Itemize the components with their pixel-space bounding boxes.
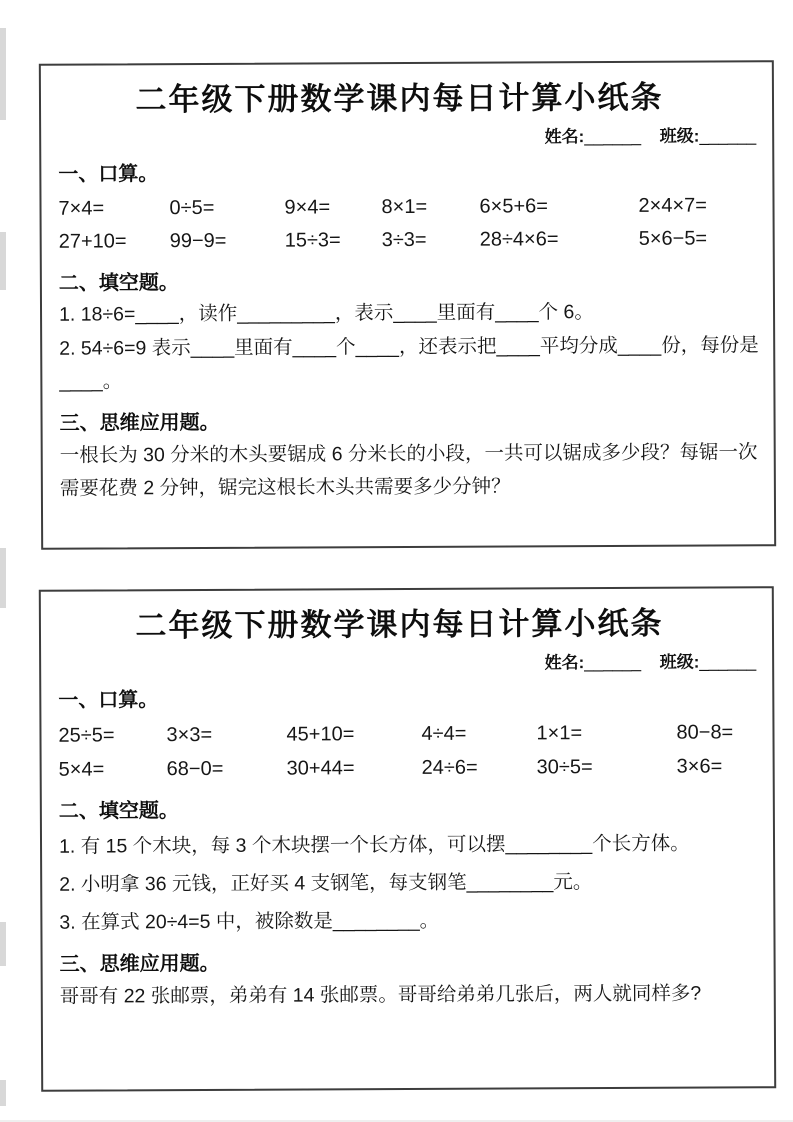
worksheet-title: 二年级下册数学课内每日计算小纸条 — [135, 605, 664, 644]
fill-item: 3. 在算式 20÷4=5 中，被除数是________。 — [59, 909, 440, 934]
class-blank: ______ — [699, 126, 757, 146]
oral-problem: 68−0= — [166, 757, 224, 781]
fill-item: 2. 54÷6=9 表示____里面有____个____，还表示把____平均分成____份，每份是____。 — [59, 334, 759, 393]
fill-item: 1. 有 15 个木块，每 3 个木块摆一个长方体，可以摆________个长方体。 — [58, 832, 690, 858]
oral-problem: 5×6−5= — [638, 227, 708, 250]
section-heading-fill: 二、填空题。 — [58, 800, 179, 823]
oral-problem: 30+44= — [286, 757, 355, 780]
scan-edge-mark — [0, 1080, 6, 1106]
oral-problem: 8×1= — [381, 195, 428, 219]
oral-problem: 45+10= — [286, 723, 355, 746]
section-heading-applied: 三、思维应用题。 — [59, 411, 220, 435]
scan-edge-mark — [0, 922, 6, 966]
worksheet-card-2 — [39, 586, 776, 1092]
name-class-line — [41, 647, 758, 676]
section-heading-oral: 一、口算。 — [58, 689, 159, 712]
oral-problem: 24÷6= — [421, 756, 478, 779]
name-blank: ______ — [584, 652, 642, 673]
class-blank: ______ — [699, 652, 757, 672]
name-class-line — [41, 121, 758, 150]
oral-problem: 3×6= — [676, 755, 723, 778]
oral-problem: 99−9= — [169, 229, 227, 253]
oral-problem: 0÷5= — [169, 196, 215, 220]
oral-problem: 9×4= — [284, 196, 331, 219]
oral-problem: 27+10= — [58, 230, 127, 253]
name-blank: ______ — [584, 126, 642, 147]
scan-edge-mark — [0, 232, 6, 290]
section-heading-applied: 三、思维应用题。 — [59, 952, 220, 976]
applied-problem-text: 哥哥有 22 张邮票，弟弟有 14 张邮票。哥哥给弟弟几张后，两人就同样多? — [59, 982, 702, 1008]
oral-problem: 4÷4= — [421, 722, 467, 745]
applied-problem-text: 一根长为 30 分米的木头要锯成 6 分米长的小段，一共可以锯成多少段？每锯一次需要花费 2 分钟，锯完这根长木头共需要多少分钟？ — [59, 441, 758, 500]
scan-edge-mark — [0, 548, 6, 608]
oral-problem: 80−8= — [676, 721, 734, 744]
fill-item: 1. 18÷6=____，读作_________，表示____里面有____个 6。 — [58, 301, 594, 326]
worksheet-title: 二年级下册数学课内每日计算小纸条 — [135, 79, 664, 118]
name-label: 姓名: — [544, 653, 585, 673]
oral-problem: 25÷5= — [58, 724, 115, 747]
oral-problem: 2×4×7= — [638, 194, 707, 217]
class-label: 班级: — [659, 652, 700, 672]
worksheet-card-1 — [39, 60, 776, 550]
oral-problem: 3÷3= — [381, 228, 427, 252]
oral-problem: 5×4= — [58, 758, 105, 781]
section-heading-oral: 一、口算。 — [58, 163, 159, 186]
fill-item: 2. 小明拿 36 元钱，正好买 4 支钢笔，每支钢笔________元。 — [59, 871, 593, 896]
scan-edge-mark — [0, 28, 6, 120]
oral-problems-grid — [58, 189, 758, 258]
class-label: 班级: — [659, 126, 700, 146]
oral-problem: 6×5+6= — [479, 195, 548, 218]
oral-problem: 28÷4×6= — [479, 228, 559, 251]
oral-problem: 30÷5= — [536, 756, 593, 779]
oral-problem: 15÷3= — [284, 229, 341, 252]
oral-problems-grid — [58, 715, 758, 786]
oral-problem: 3×3= — [166, 723, 213, 747]
name-label: 姓名: — [544, 127, 585, 147]
oral-problem: 7×4= — [58, 197, 105, 220]
oral-problem: 1×1= — [536, 722, 583, 745]
section-heading-fill: 二、填空题。 — [58, 272, 179, 295]
